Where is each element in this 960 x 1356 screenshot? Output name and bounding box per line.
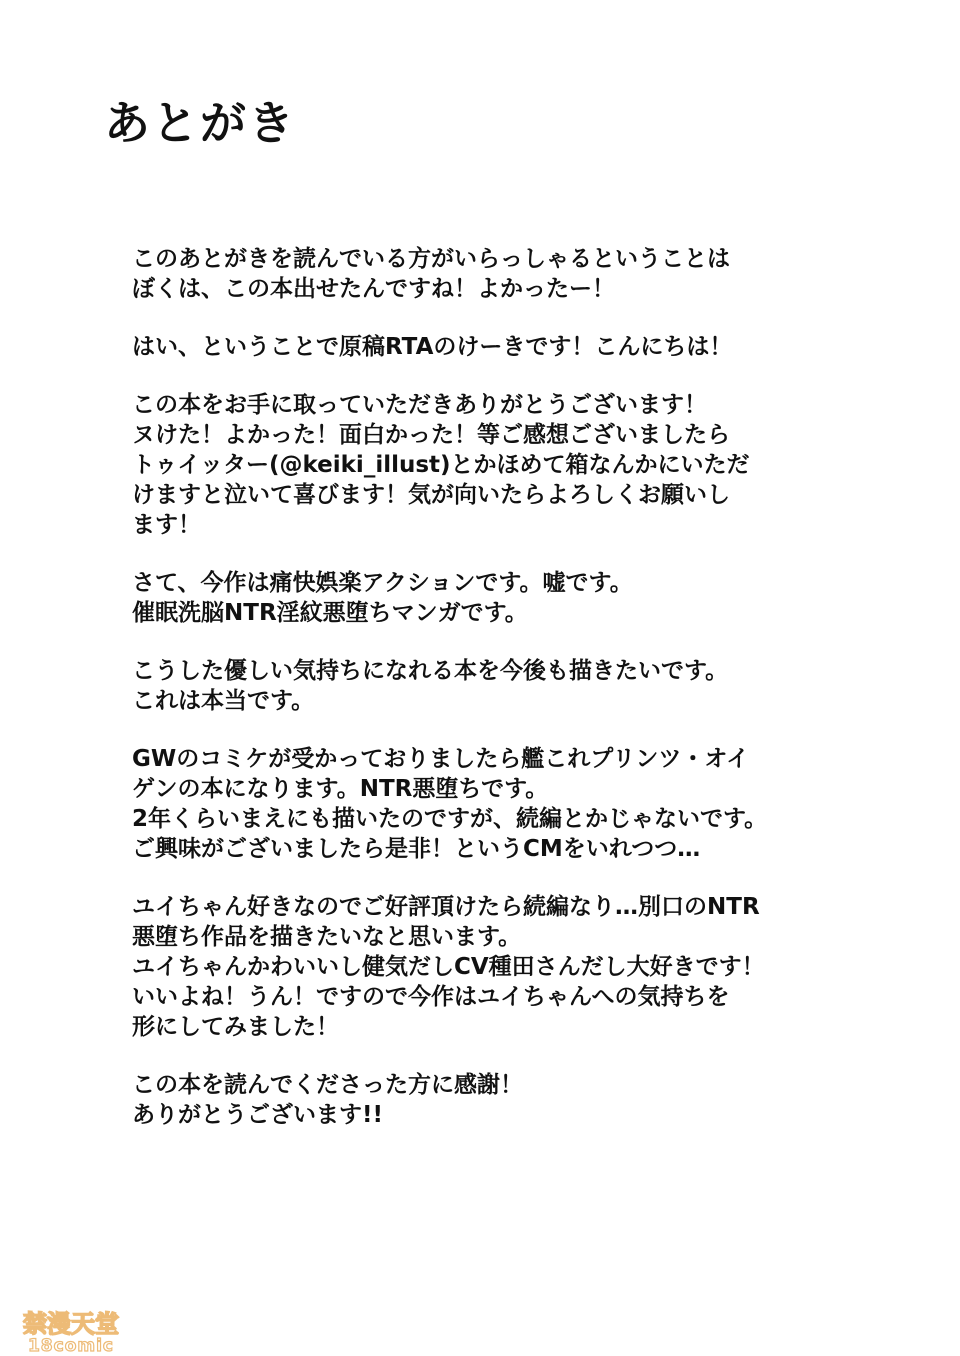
text-line: 形にしてみました！ xyxy=(132,1014,339,1040)
paragraph xyxy=(132,1070,852,1130)
paragraph xyxy=(132,656,852,716)
watermark-logo-bottom: 18comic xyxy=(27,1336,115,1354)
text-line: はい、ということで原稿RTAのけーきです！こんにちは！ xyxy=(132,334,733,360)
site-watermark xyxy=(4,1308,138,1354)
text-line: ゲンの本になります。NTR悪堕ちです。 xyxy=(132,776,549,802)
text-line: ヌけた！よかった！面白かった！等ご感想ございましたら xyxy=(132,422,730,448)
paragraph xyxy=(132,744,852,864)
paragraph xyxy=(132,568,852,628)
text-line: これは本当です。 xyxy=(132,688,315,714)
text-line: こうした優しい気持ちになれる本を今後も描きたいです。 xyxy=(132,658,729,684)
text-line: ご興味がございましたら是非！というCMをいれつつ… xyxy=(132,836,701,862)
text-line: さて、今作は痛快娯楽アクションです。嘘です。 xyxy=(132,570,633,596)
text-line: トゥイッター(@keiki_illust)とかほめて箱なんかにいただ xyxy=(132,452,750,478)
text-line: このあとがきを読んでいる方がいらっしゃるということは xyxy=(132,246,730,272)
text-line: GWのコミケが受かっておりましたら艦これプリンツ・オイ xyxy=(132,746,750,772)
text-line: ます！ xyxy=(132,512,201,538)
text-line: ありがとうございます!! xyxy=(132,1102,383,1128)
text-line: 2年くらいまえにも描いたのですが、続編とかじゃないです。 xyxy=(132,806,768,832)
text-line: ユイちゃん好きなのでご好評頂けたら続編なり…別口のNTR xyxy=(132,894,760,920)
paragraph xyxy=(132,332,852,362)
text-line: この本をお手に取っていただきありがとうございます！ xyxy=(132,392,707,418)
text-line: いいよね！うん！ですので今作はユイちゃんへの気持ちを xyxy=(132,984,730,1010)
text-line: ぼくは、この本出せたんですね！よかったー！ xyxy=(132,276,615,302)
text-line: ユイちゃんかわいいし健気だしCV種田さんだし大好きです！ xyxy=(132,954,765,980)
text-line: この本を読んでくださった方に感謝！ xyxy=(132,1072,523,1098)
text-line: 悪堕ち作品を描きたいなと思います。 xyxy=(132,924,522,950)
paragraph xyxy=(132,892,852,1042)
paragraph xyxy=(132,244,852,304)
text-line: けますと泣いて喜びます！気が向いたらよろしくお願いし xyxy=(132,482,730,508)
text-line: 催眠洗脳NTR淫紋悪堕ちマンガです。 xyxy=(132,600,528,626)
afterword-body xyxy=(132,244,852,1158)
page-title: あとがき xyxy=(104,96,296,150)
paragraph xyxy=(132,390,852,540)
watermark-logo-top: 禁漫天堂 xyxy=(23,1310,119,1338)
